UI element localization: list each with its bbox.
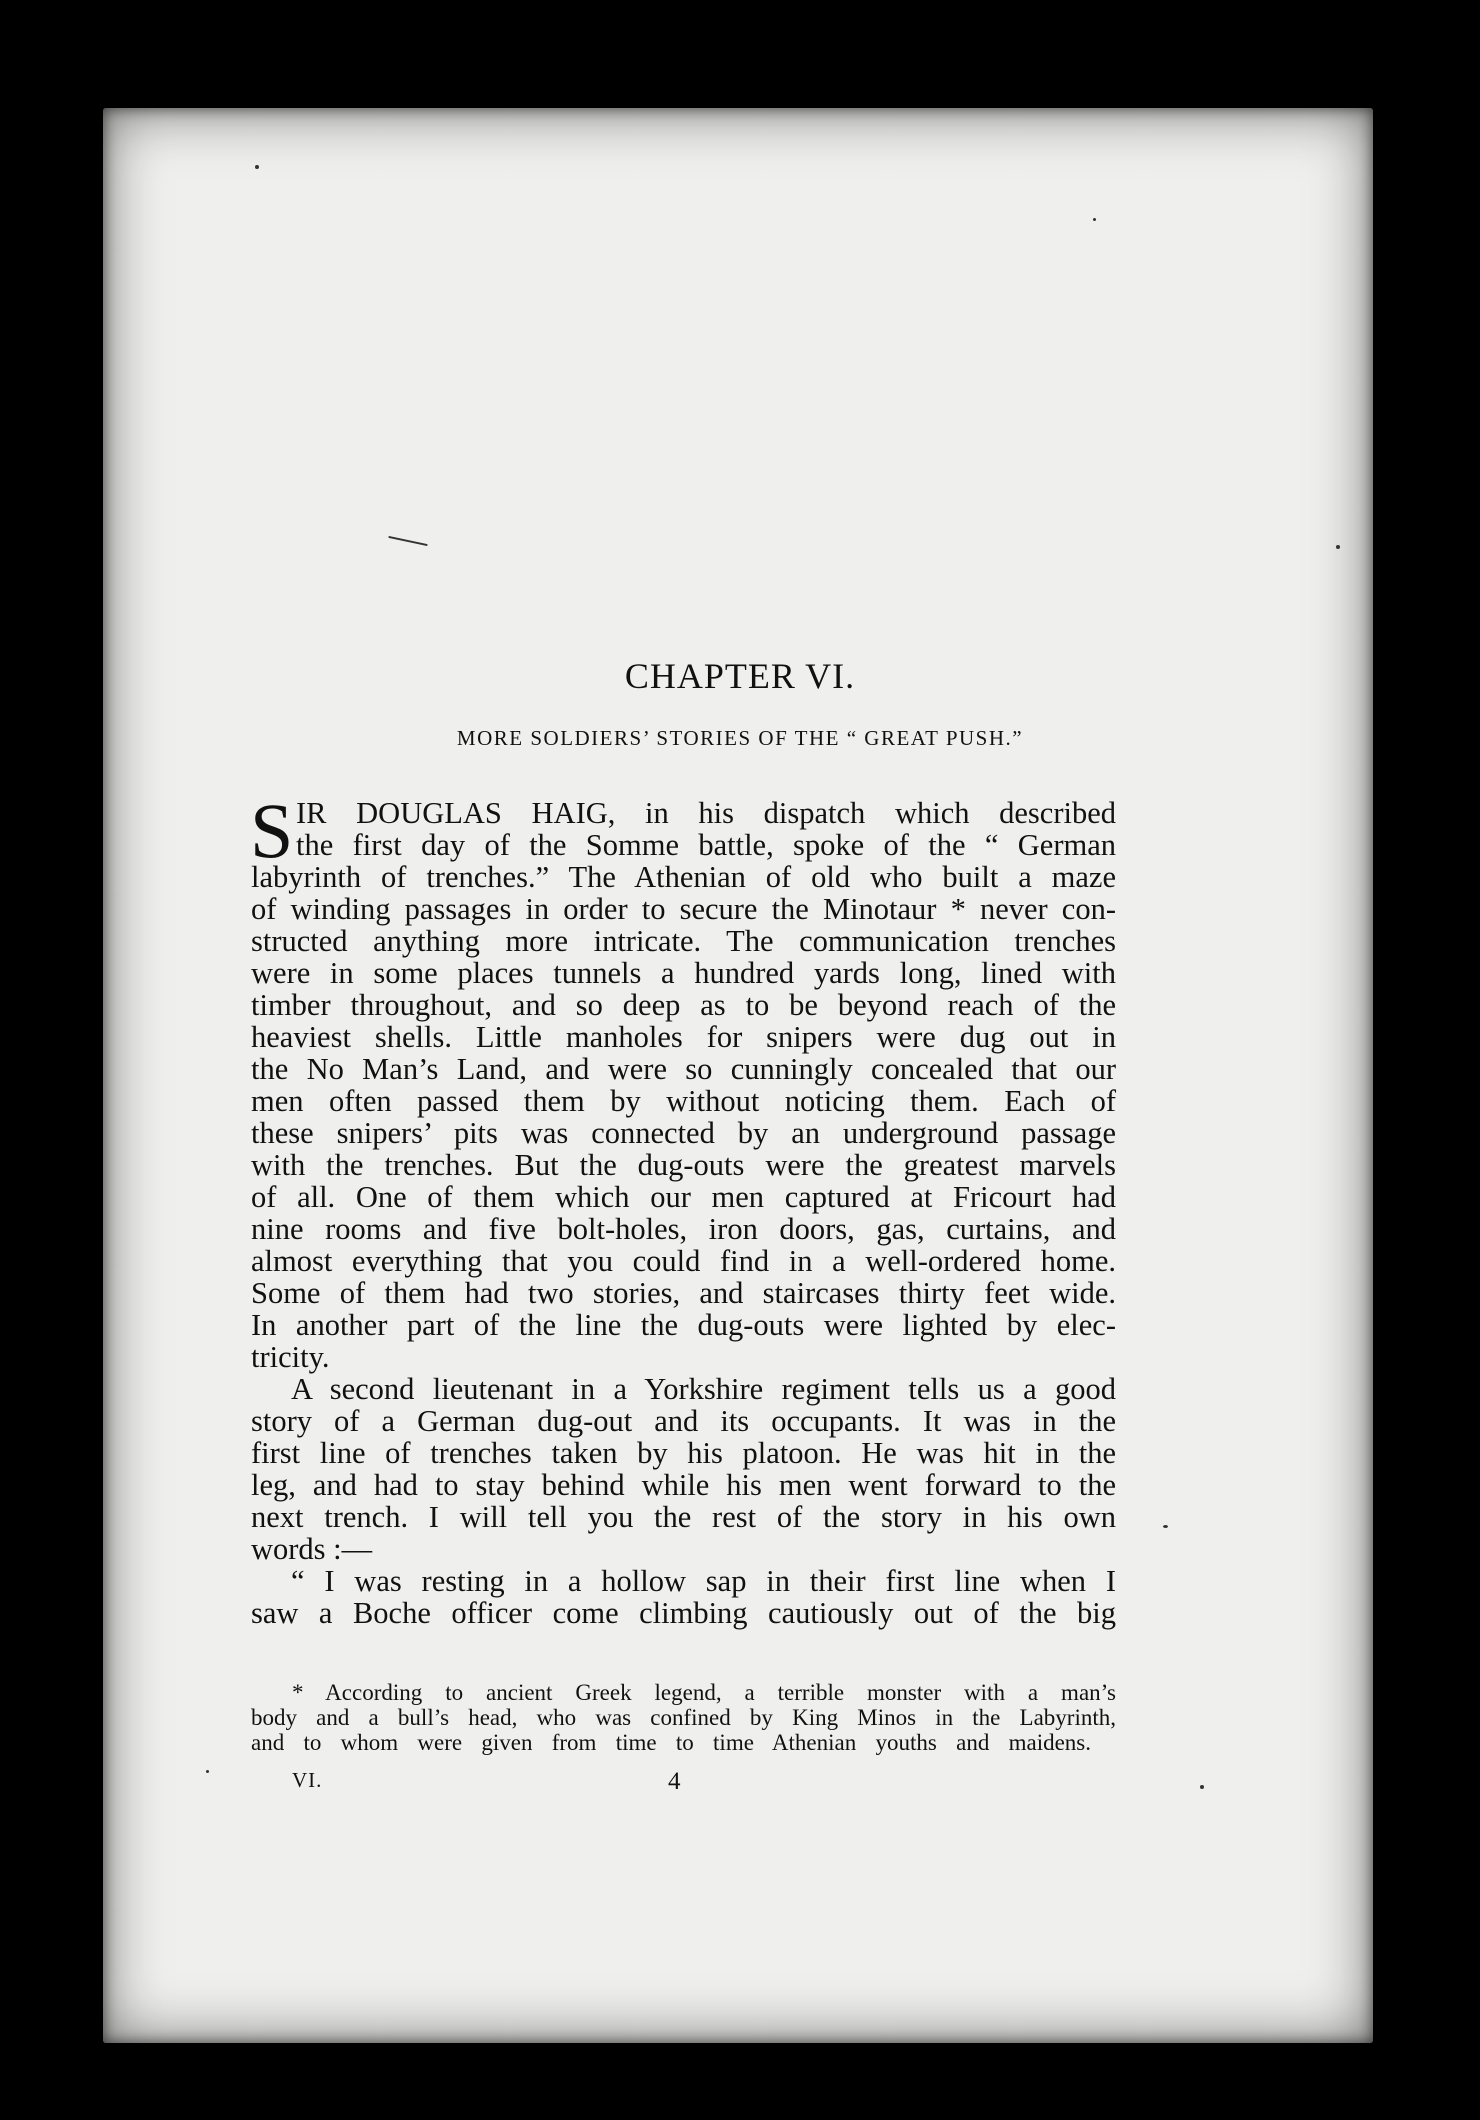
text-line: of all. One of them which our men captured at Fricourt had [251, 1180, 1116, 1214]
text-line: heaviest shells. Little manholes for snipers were dug out in [251, 1020, 1116, 1054]
scan-speck [255, 165, 259, 169]
text-line: timber throughout, and so deep as to be beyond reach of the [251, 988, 1116, 1022]
text-line: story of a German dug-out and its occupants. It was in the [251, 1404, 1116, 1438]
signature-mark: VI. [292, 1768, 323, 1792]
text-line: A second lieutenant in a Yorkshire regiment tells us a good [291, 1372, 1116, 1406]
text-line: these snipers’ pits was connected by an underground passage [251, 1116, 1116, 1150]
text-line: nine rooms and five bolt-holes, iron doors, gas, curtains, and [251, 1212, 1116, 1246]
text-line: structed anything more intricate. The communication trenches [251, 924, 1116, 958]
drop-cap: S [250, 787, 294, 874]
chapter-subtitle: MORE SOLDIERS’ STORIES OF THE “ GREAT PUSH.” [456, 726, 1024, 750]
chapter-title: CHAPTER VI. [624, 656, 856, 696]
text-line: “ I was resting in a hollow sap in their first line when I [291, 1564, 1116, 1598]
text-line: first line of trenches taken by his platoon. He was hit in the [251, 1436, 1116, 1470]
text-line: men often passed them by without noticing them. Each of [251, 1084, 1116, 1118]
page-number: 4 [668, 1768, 681, 1795]
text-line: with the trenches. But the dug-outs were the greatest marvels [251, 1148, 1116, 1182]
text-line: the first day of the Somme battle, spoke of the “ German [296, 828, 1116, 862]
text-line: the No Man’s Land, and were so cunningly concealed that our [251, 1052, 1116, 1086]
text-line: almost everything that you could find in a well-ordered home. [251, 1244, 1116, 1278]
text-line: Some of them had two stories, and staircases thirty feet wide. [251, 1276, 1116, 1310]
scan-speck [1163, 1525, 1168, 1528]
text-line: of winding passages in order to secure the Minotaur * never con- [251, 892, 1116, 926]
text-line: tricity. [251, 1340, 330, 1374]
footnote-line: * According to ancient Greek legend, a terrible monster with a man’s [292, 1680, 1116, 1705]
footnote-line: body and a bull’s head, who was confined by King Minos in the Labyrinth, [251, 1705, 1116, 1730]
scan-speck [206, 1770, 209, 1773]
text-line: leg, and had to stay behind while his men went forward to the [251, 1468, 1116, 1502]
text-line: In another part of the line the dug-outs were lighted by elec- [251, 1308, 1116, 1342]
text-line: labyrinth of trenches.” The Athenian of old who built a maze [251, 860, 1116, 894]
text-line: were in some places tunnels a hundred yards long, lined with [251, 956, 1116, 990]
text-line: next trench. I will tell you the rest of the story in his own [251, 1500, 1116, 1534]
text-line: saw a Boche officer come climbing cautiously out of the big [251, 1596, 1116, 1630]
text-line: IR DOUGLAS HAIG, in his dispatch which described [296, 796, 1116, 830]
text-line: words :— [251, 1532, 373, 1566]
footnote-line: and to whom were given from time to time Athenian youths and maidens. [251, 1730, 1091, 1755]
scan-speck [1093, 218, 1096, 221]
scan-speck [1336, 545, 1340, 549]
scan-speck [1200, 1785, 1204, 1789]
